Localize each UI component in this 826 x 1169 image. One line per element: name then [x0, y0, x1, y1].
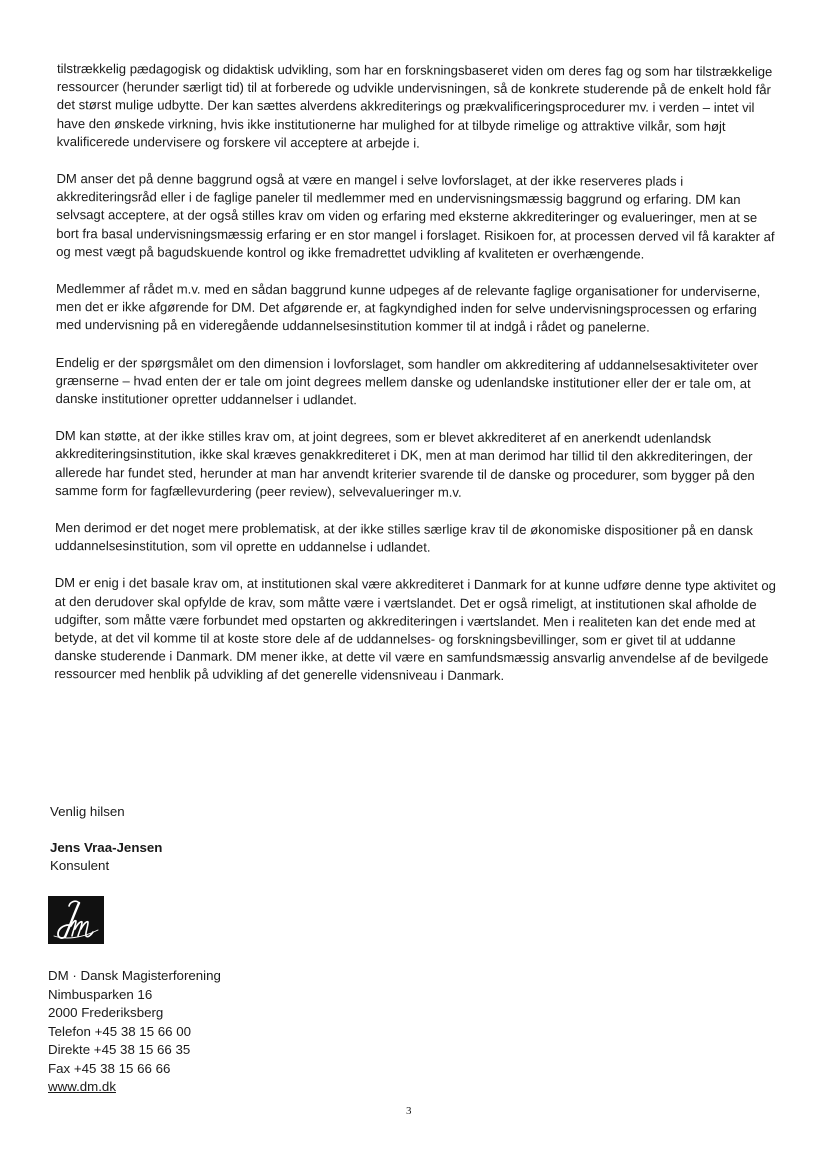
phone-number: Telefon +45 38 15 66 00 [48, 1023, 192, 1039]
page-number: 3 [406, 1105, 412, 1117]
letter-closing [50, 803, 162, 876]
paragraph-6: Men derimod er det noget mere problematisk, at der ikke stilles særlige krav til de økonomiske dispositioner på en dansk uddannelsesinstitution, som vil oprette en uddannelse i udlandet. [54, 520, 753, 555]
signer-name: Jens Vraa-Jensen [50, 839, 163, 855]
paragraph-7: DM er enig i det basale krav om, at institutionen skal være akkrediteret i Danmark for at kunne udføre denne type aktivitet og at den derudover skal opfylde de krav, som måtte være i værtslandet. Det er også rimeligt, at institutionen skal afholde de udgifter, som måtte være forbundet med opstarten og akkrediteringen i værtslandet. Men i realiteten kan det ende med at betyde, at det vil komme til at koste store dele af de uddannelses- og forskningsbevillinger, som er givet til at uddanne danske studerende i Danmark. DM mener ikke, at dette vil være en samfundsmæssig ansvarlig anvendelse af de bevilgede ressourcer med henblik på udvikling af det generelle vidensniveau i Danmark. [54, 575, 776, 684]
fax-number: Fax +45 38 15 66 66 [48, 1060, 171, 1076]
website-link[interactable]: www.dm.dk [48, 1079, 116, 1094]
organization-name: DM · Dansk Magisterforening [48, 968, 221, 983]
paragraph-2: DM anser det på denne baggrund også at være en mangel i selve lovforslaget, at der ikke reserveres plads i akkrediteringsråd eller i de faglige paneler til medlemmer med en undervisningsmæssig baggrund og erfaring. DM kan selvsagt acceptere, at der også stilles krav om viden og erfaring med eksterne akkrediteringer og evalueringer, men at se bort fra basal undervisningsmæssig erfaring er en stor mangel i forslaget. Risikoen for, at processen derved vil få karakter af og mest vægt på bagudskuende kontrol og ikke fremadrettet udvikling af kvaliteten er overhængende. [56, 171, 775, 262]
street-address: Nimbusparken 16 [48, 986, 153, 1002]
paragraph-1: tilstrækkelig pædagogisk og didaktisk udvikling, som har en forskningsbaseret viden om deres fag og som har tilstrækkelige ressourcer (herunder særligt tid) til at forberede og udvikle undervisningen, så de konkrete studerende på de enkelt hold får det størst mulige udbytte. Der kan sættes alverdens akkrediterings og prækvalificeringsprocedurer mv. i verden – intet vil have den ønskede virkning, hvis ikke institutionerne har mulighed for at tilbyde rimelige og attraktive vilkår, som højt kvalificerede undervisere og forskere vil acceptere at arbejde i. [56, 60, 773, 151]
dm-monogram-logo-icon [48, 896, 104, 944]
sender-address [48, 967, 221, 1097]
signer-title: Konsulent [50, 858, 110, 873]
paragraph-4: Endelig er der spørgsmålet om den dimension i lovforslaget, som handler om akkreditering af uddannelsesaktiviteter over grænserne – hvad enten der er tale om joint degrees mellem danske og udenlandske institutioner eller der er tale om, at danske institutioner opretter uddannelser i udlandet. [55, 354, 759, 408]
greeting: Venlig hilsen [50, 804, 125, 819]
direct-number: Direkte +45 38 15 66 35 [48, 1042, 191, 1057]
letter-body [54, 60, 779, 706]
paragraph-5: DM kan støtte, at der ikke stilles krav om, at joint degrees, som er blevet akkrediteret af en anerkendt udenlandsk akkrediteringsinstitution, ikke skal kræves genakkrediteret i DK, men at man derimod har tillid til den akkrediteringen, der allerede har fundet sted, herunder at man har anvendt kriterier svarende til de danske og procedurer, som bygger på den samme form for fagfællevurdering (peer review), selvevalueringer m.v. [55, 428, 755, 500]
city-address: 2000 Frederiksberg [48, 1005, 164, 1020]
dm-monogram-graphic [48, 896, 104, 944]
paragraph-3: Medlemmer af rådet m.v. med en sådan baggrund kunne udpeges af de relevante faglige organisationer for underviserne, men det er ikke afgørende for DM. Det afgørende er, at fagkyndighed inden for selve undervisningsprocessen og erfaring med undervisning på en videregående uddannelsesinstitution kommer til at indgå i rådet og panelerne. [55, 281, 761, 336]
